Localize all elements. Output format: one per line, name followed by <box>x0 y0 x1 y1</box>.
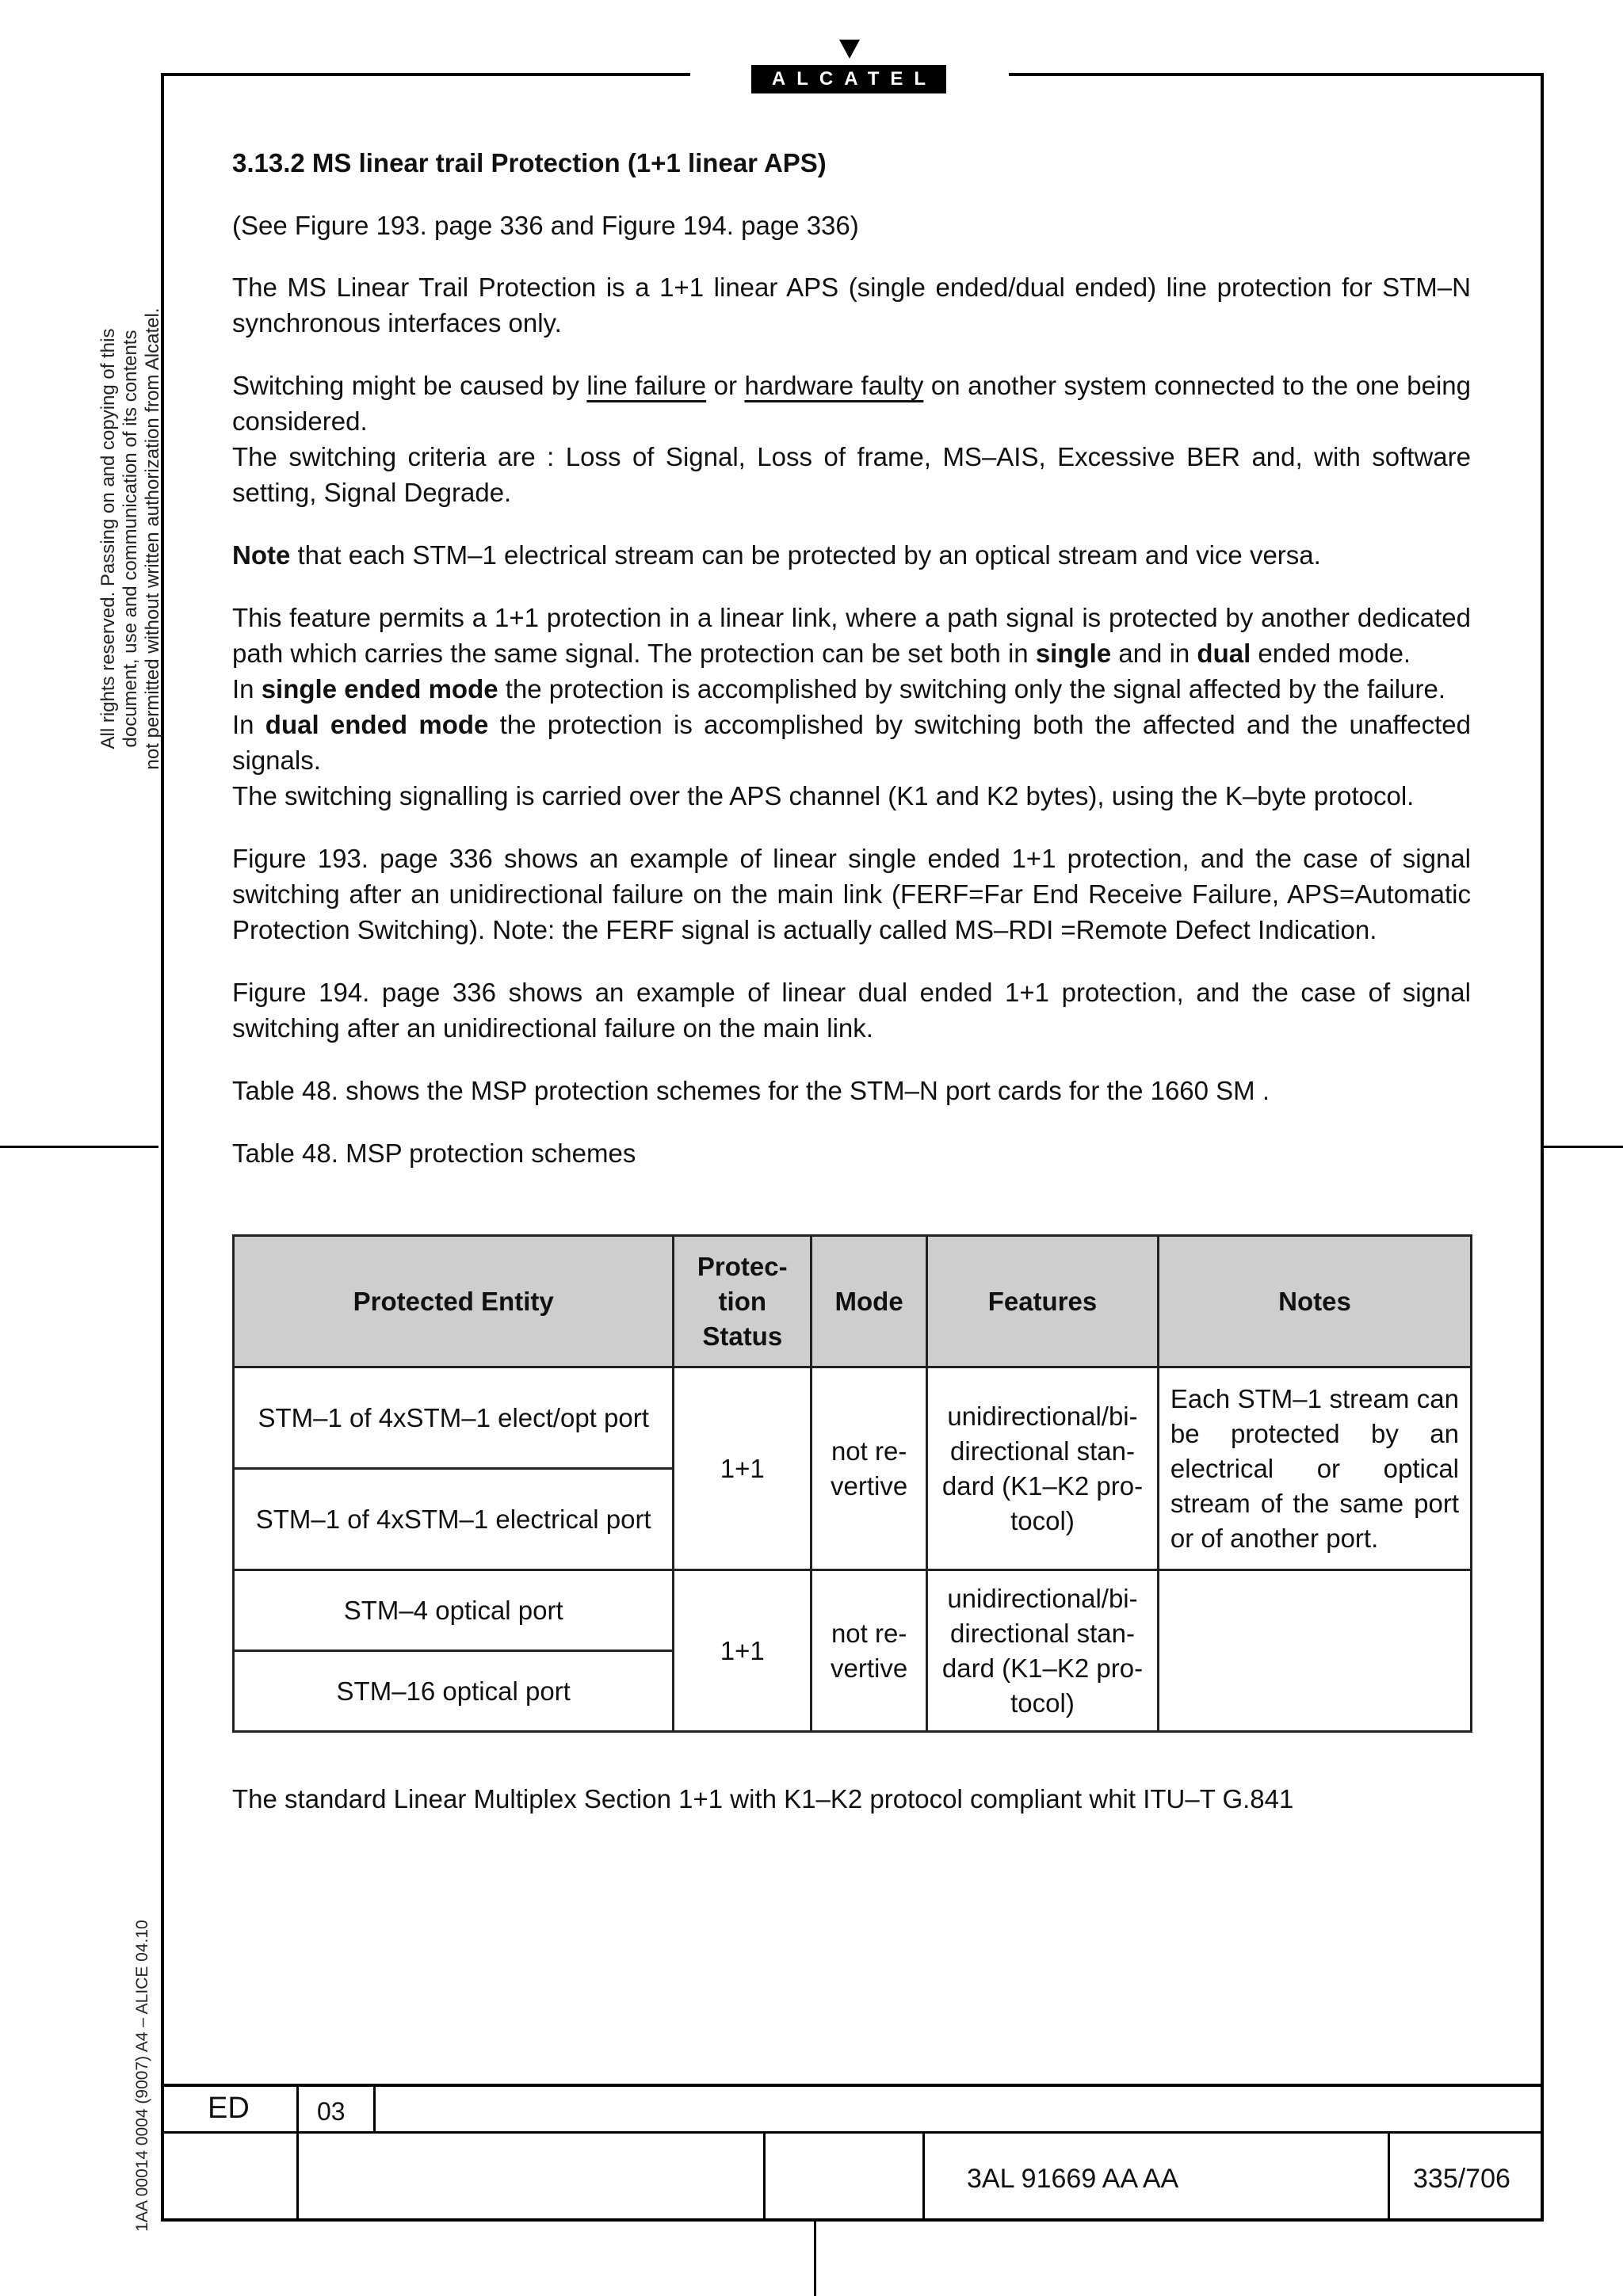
page-number: 335/706 <box>1413 2164 1510 2194</box>
msp-protection-table <box>232 1234 1472 1733</box>
cell-mode: not re- vertive <box>812 1367 927 1570</box>
figure194-paragraph: Figure 194. page 336 shows an example of linear dual ended 1+1 protection, and the case of signal switching after an unidirectional failure on the main link. <box>232 978 1471 1043</box>
cell-features: unidirectional/bi- directional stan- dard (K1–K2 pro- tocol) <box>927 1570 1159 1732</box>
fold-mark-left <box>0 1146 158 1148</box>
header-notes: Notes <box>1158 1236 1471 1367</box>
footer-vline <box>922 2131 925 2220</box>
footer-top-line <box>161 2084 1544 2087</box>
table-row <box>234 1570 1472 1651</box>
header-features: Features <box>927 1236 1159 1367</box>
logo-text: ALCATEL <box>771 68 938 90</box>
switching-paragraph: Switching might be caused by line failure or hardware faulty on another system connected to the one being considered. <box>232 371 1471 436</box>
cell-status: 1+1 <box>674 1570 812 1732</box>
note-paragraph: Note that each STM–1 electrical stream can be protected by an optical stream and vice versa. <box>232 540 1321 570</box>
single-ended-paragraph: In single ended mode the protection is accomplished by switching only the signal affected by the failure. <box>232 674 1445 704</box>
cell-mode: not re- vertive <box>812 1570 927 1732</box>
fold-mark-right <box>1544 1146 1623 1148</box>
footer-vline <box>763 2131 766 2220</box>
cell-entity: STM–4 optical port <box>234 1570 674 1651</box>
cell-notes <box>1158 1570 1471 1732</box>
footer-vline <box>373 2084 376 2133</box>
see-figures: (See Figure 193. page 336 and Figure 194. page 336) <box>232 211 859 240</box>
header-protection-status: Protec- tion Status <box>674 1236 812 1367</box>
cell-notes: Each STM–1 stream can be protected by an electrical or optical stream of the same port or of another port. <box>1158 1367 1471 1570</box>
frame-bottom <box>161 2218 1544 2222</box>
dual-ended-paragraph: In dual ended mode the protection is accomplished by switching both the affected and the unaffected signals. <box>232 710 1471 775</box>
table-header-row <box>234 1236 1472 1367</box>
document-code: 3AL 91669 AA AA <box>967 2164 1179 2194</box>
cell-features: unidirectional/bi- directional stan- dard (K1–K2 pro- tocol) <box>927 1367 1159 1570</box>
criteria-paragraph: The switching criteria are : Loss of Signal, Loss of frame, MS–AIS, Excessive BER and, with software setting, Signal Degrade. <box>232 442 1471 507</box>
copyright-line: All rights reserved. Passing on and copying of this <box>97 328 119 749</box>
frame-top-left <box>161 73 690 76</box>
table-intro: Table 48. shows the MSP protection schemes for the STM–N port cards for the 1660 SM . <box>232 1076 1270 1105</box>
intro-paragraph: The MS Linear Trail Protection is a 1+1 linear APS (single ended/dual ended) line protection for STM–N synchronous interfaces only. <box>232 273 1471 338</box>
section-heading: 3.13.2 MS linear trail Protection (1+1 linear APS) <box>232 148 827 177</box>
copyright-line: not permitted without written authorization from Alcatel. <box>142 307 163 770</box>
table-row <box>234 1367 1472 1469</box>
footer-stem <box>814 2222 816 2296</box>
line-failure-link[interactable]: line failure <box>586 371 707 400</box>
cell-status: 1+1 <box>674 1367 812 1570</box>
closing-paragraph: The standard Linear Multiplex Section 1+1 with K1–K2 protocol compliant whit ITU–T G.841 <box>232 1784 1294 1814</box>
alcatel-logo <box>751 65 946 93</box>
cell-entity: STM–1 of 4xSTM–1 elect/opt port <box>234 1367 674 1469</box>
copyright-notice <box>97 238 164 840</box>
note-label: Note <box>232 540 291 570</box>
header-mode: Mode <box>812 1236 927 1367</box>
table-caption: Table 48. MSP protection schemes <box>232 1138 636 1168</box>
header-protected-entity: Protected Entity <box>234 1236 674 1367</box>
feature-paragraph: This feature permits a 1+1 protection in a linear link, where a path signal is protected by another dedicated path which carries the same signal. The protection can be set both in single and in dual ended mode. <box>232 603 1471 668</box>
form-code: 1AA 00014 0004 (9007) A4 – ALICE 04.10 <box>133 1920 151 2232</box>
cell-entity: STM–1 of 4xSTM–1 electrical port <box>234 1469 674 1570</box>
footer-vline <box>296 2084 299 2220</box>
section-body <box>232 143 1471 1171</box>
hardware-faulty-link[interactable]: hardware faulty <box>744 371 924 400</box>
signalling-paragraph: The switching signalling is carried over the APS channel (K1 and K2 bytes), using the K–byte protocol. <box>232 781 1415 810</box>
ed-value: 03 <box>317 2097 346 2126</box>
copyright-line: document, use and communication of its contents <box>120 330 141 748</box>
frame-top-right <box>1009 73 1544 76</box>
ed-label: ED <box>208 2092 250 2125</box>
logo-triangle-icon <box>839 40 860 59</box>
footer-mid-line <box>161 2131 1544 2134</box>
figure193-paragraph: Figure 193. page 336 shows an example of linear single ended 1+1 protection, and the case of signal switching after an unidirectional failure on the main link (FERF=Far End Receive Failure, APS=Automatic Protection Switching). Note: the FERF signal is actually called MS–RDI =Remote Defect Indication. <box>232 844 1471 944</box>
cell-entity: STM–16 optical port <box>234 1651 674 1732</box>
footer-vline <box>1388 2131 1390 2220</box>
